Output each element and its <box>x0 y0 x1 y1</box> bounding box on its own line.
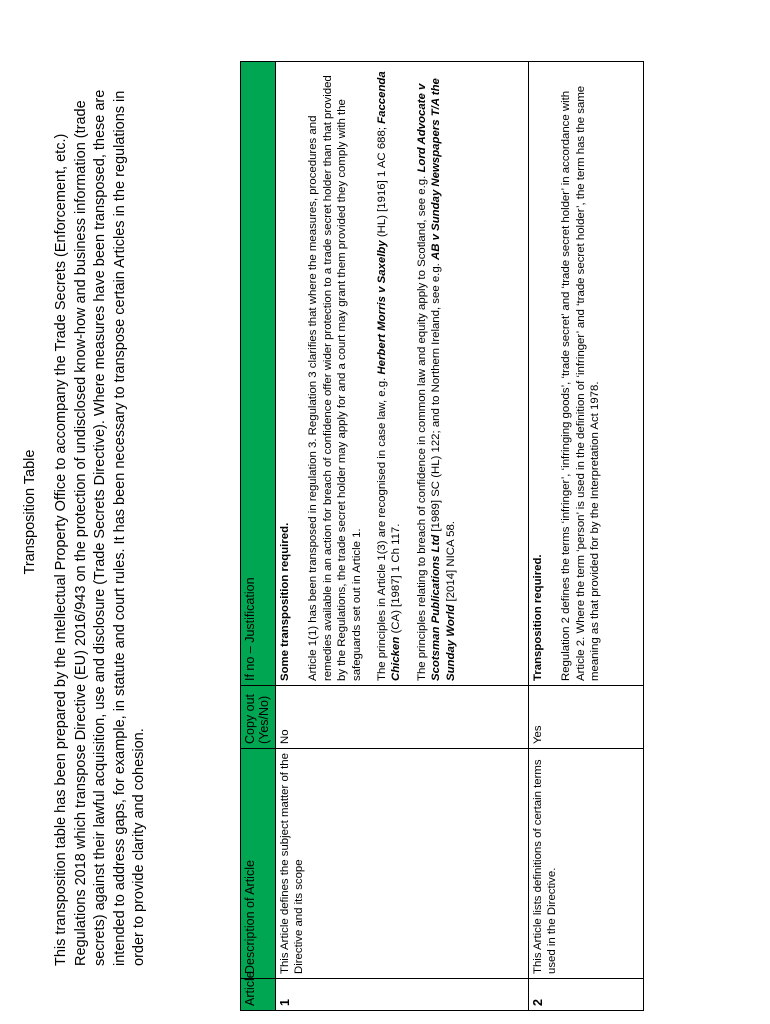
intro-paragraph: This transposition table has been prepared by the Intellectual Property Office to accompany the Trade Secrets (Enforcement, etc.) Regulations 2018 which transpose Directive (EU) 2016/943 on the protection of undisclosed know-how and business information (trade secrets) against their lawful acquisition, use and disclosure (Trade Secrets Directive). Where measures have been transposed, these are intended to address gaps, for example, in statute and court rules. It has been necessary to transpose certain Articles in the regulations in order to provide clarity and cohesion. <box>53 89 147 966</box>
article-number: 1 <box>276 979 529 1011</box>
header-description: Description of Article <box>241 749 276 979</box>
case-law-paragraph <box>415 66 458 681</box>
page-title: Transposition Table <box>22 449 38 575</box>
copy-out-value: No <box>276 686 529 749</box>
article-number: 2 <box>529 979 644 1011</box>
article-description: This Article lists definitions of certain terms used in the Directive. <box>529 749 644 979</box>
table-row <box>529 62 644 1011</box>
case-name: Faccenda Chicken <box>376 71 403 681</box>
justification-heading: Transposition required. <box>532 554 544 681</box>
case-law-paragraph <box>375 66 404 681</box>
justification-cell <box>529 62 644 686</box>
text: [1989] SC (HL) 122; and to Northern Ireland, see e.g. <box>430 259 443 535</box>
case-name: Lord Advocate v Scotsman Publications Ltd <box>415 83 443 681</box>
justification-heading: Some transposition required. <box>279 522 291 681</box>
justification-paragraph: Regulation 2 defines the terms ‘infringer’, ‘infringing goods’, ‘trade secret’ and ‘trade secret holder’ in accordance with Article 2. Where the term ‘person’ is used in the definition of ‘infringer’ and ‘trade secret holder’, the term has the same meaning as that provided for by the Interpretation Act 1978. <box>560 85 602 681</box>
text: [2014] NICA 58. <box>444 521 457 605</box>
header-article: Article <box>241 979 276 1011</box>
case-name: Herbert Morris v Saxelby <box>376 240 389 375</box>
copy-out-value: Yes <box>529 686 644 749</box>
text: (HL) [1916] 1 AC 688; <box>376 123 389 241</box>
header-copy-out: Copy out (Yes/No) <box>241 686 276 749</box>
justification-paragraph: Article 1(1) has been transposed in regulation 3. Regulation 3 clarifies that where the measures, procedures and remedies available in an action for breach of confidence offer wider protection to a trade secret holder than that provided by the Regulations, the trade secret holder may apply for and a court may grant them provided they comply with the safeguards set out in Article 1. <box>307 75 363 681</box>
header-justification: If no – Justification <box>241 62 276 686</box>
article-description: This Article defines the subject matter of the Directive and its scope <box>276 749 529 979</box>
text: The principles in Article 1(3) are recognised in case law, e.g. <box>376 374 389 681</box>
table-row <box>276 62 529 1011</box>
justification-cell <box>276 62 529 686</box>
table-header-row <box>241 62 276 1011</box>
case-name: AB v Sunday Newspapers T/A the Sunday World <box>430 78 457 681</box>
transposition-table <box>240 61 644 1011</box>
text: (CA) [1987] 1 Ch 117. <box>390 523 403 637</box>
text: The principles relating to breach of confidence in common law and equity apply to Scotland, see e.g. <box>415 172 428 681</box>
